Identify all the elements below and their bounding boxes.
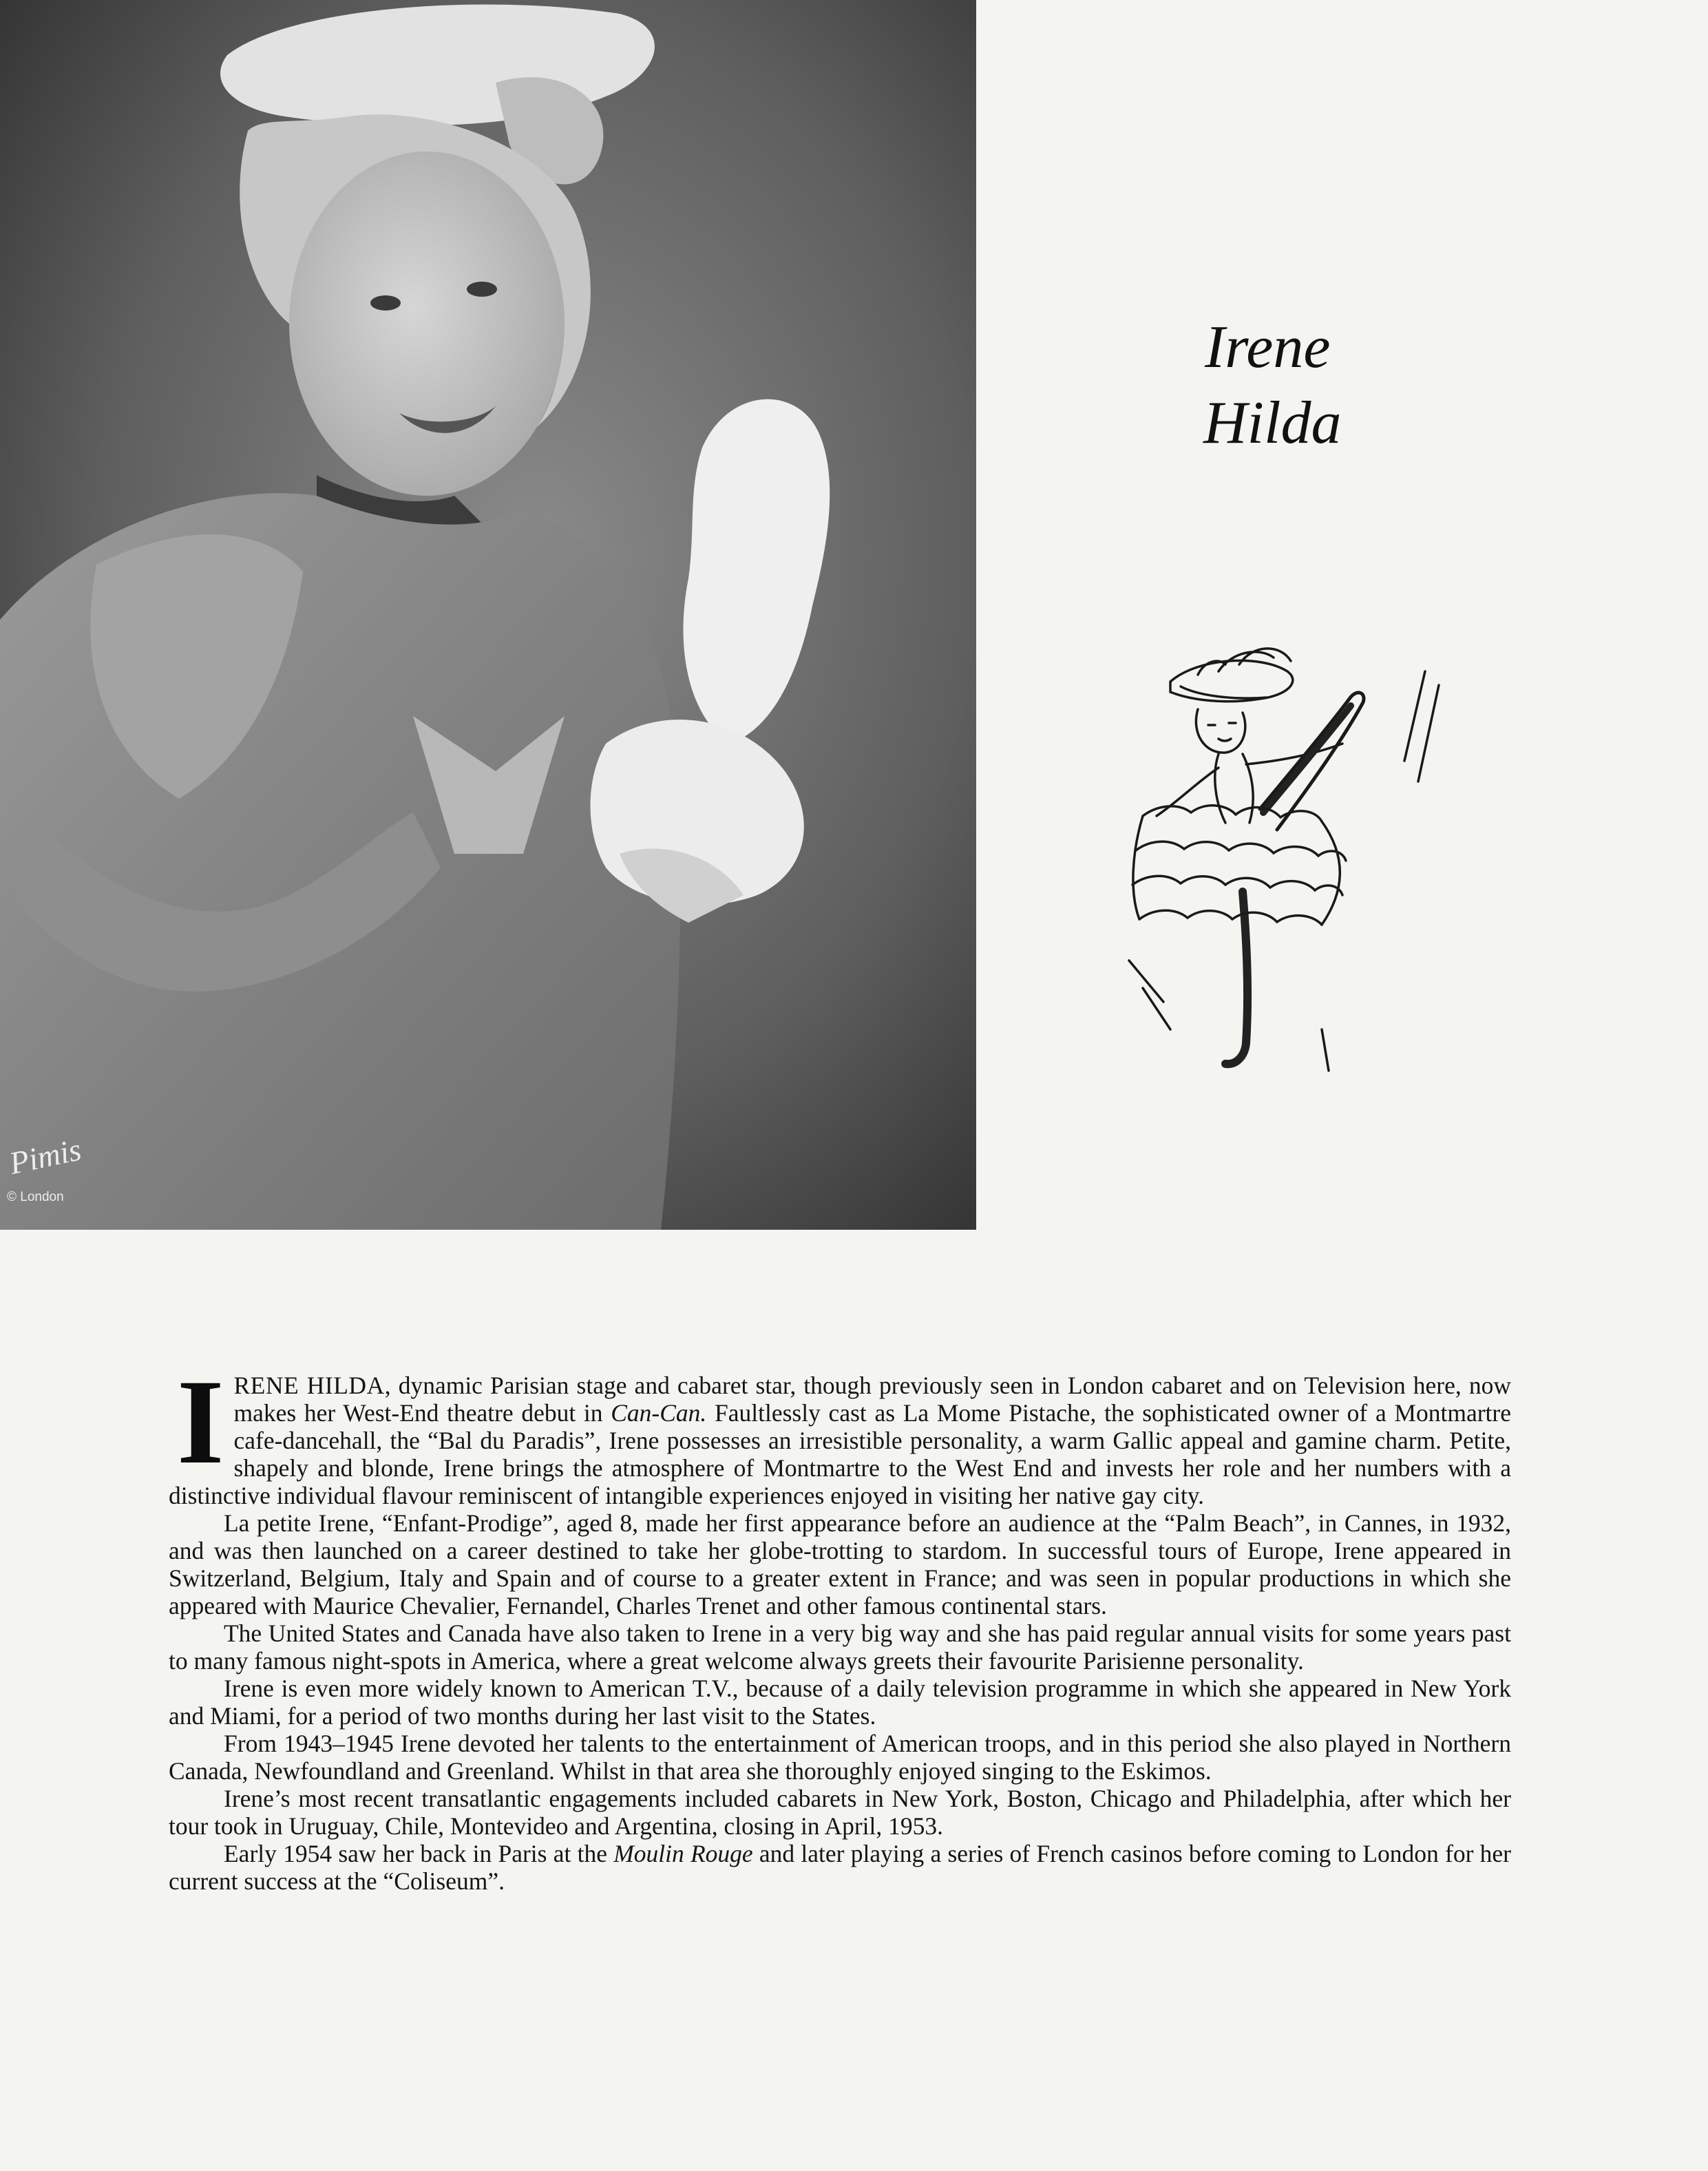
can-can-dancer-illustration [1115,644,1501,1181]
bio-text: Faultlessly cast as La Mome Pistache, the sophisticated owner of a Montmartre cafe-dancehall, the “Bal du Paradis”, Irene possesses an irresistible personality, a warm Gallic appeal and gamine charm. Petite, shapely and blonde, Irene brings the atmosphere of Montmartre to the West End and invests her role and her numbers with a distinctive individual flavour reminiscent of intangible experiences enjoyed in visiting her native gay city. [169,1399,1511,1509]
photo-credit [4,1131,94,1224]
title-first-name: Irene [1205,314,1331,381]
bio-text: Early 1954 saw her back in Paris at the [224,1840,614,1867]
bio-paragraph [169,1840,1511,1895]
title-last-name: Hilda [1203,390,1342,457]
show-title: Can-Can. [611,1399,707,1427]
bio-lead-name: RENE HILDA [233,1372,385,1399]
venue-title: Moulin Rouge [613,1840,753,1867]
bio-text: , dynamic Parisian stage and cabaret star, though previously seen in London cabaret and on Television here, now makes her West-End theatre debut in [233,1372,1511,1427]
photographer-signature: Pimis [6,1131,85,1182]
bio-paragraph: The United States and Canada have also taken to Irene in a very big way and she has paid regular annual visits for some years past to many famous night-spots in America, where a great welcome always greets their favourite Parisienne personality. [169,1619,1511,1675]
star-name-title [1170,310,1515,461]
photo-credit-location: © London [7,1190,64,1204]
bio-text: and later playing a series of French casinos before coming to London for her current success at the “Coliseum”. [169,1840,1512,1895]
bio-paragraph: From 1943–1945 Irene devoted her talents to the entertainment of American troops, and in this period she also played in Northern Canada, Newfoundland and Greenland. Whilst in that area she thoroughly enjoyed singing to the Eskimos. [169,1730,1511,1785]
bio-paragraph: Irene’s most recent transatlantic engagements included cabarets in New York, Boston, Chicago and Philadelphia, after which her tour took in Uruguay, Chile, Montevideo and Argentina, closing in April, 1953. [169,1785,1511,1840]
bio-paragraph: Irene is even more widely known to American T.V., because of a daily television programme in which she appeared in New York and Miami, for a period of two months during her last visit to the States. [169,1675,1511,1730]
portrait-photo [0,0,976,1230]
portrait-photo-art [0,0,976,1230]
bio-paragraph: La petite Irene, “Enfant-Prodige”, aged 8, made her first appearance before an audience at the “Palm Beach”, in Cannes, in 1932, and was then launched on a career destined to take her globe-trotting to stardom. In successful tours of Europe, Irene appeared in Switzerland, Belgium, Italy and Spain and of course to a greater extent in France; and was seen in popular productions in which she appeared with Maurice Chevalier, Fernandel, Charles Trenet and other famous continental stars. [169,1509,1511,1619]
biography-text [169,1355,1512,1895]
drop-cap: I [177,1355,224,1489]
bio-paragraph [169,1355,1511,1509]
